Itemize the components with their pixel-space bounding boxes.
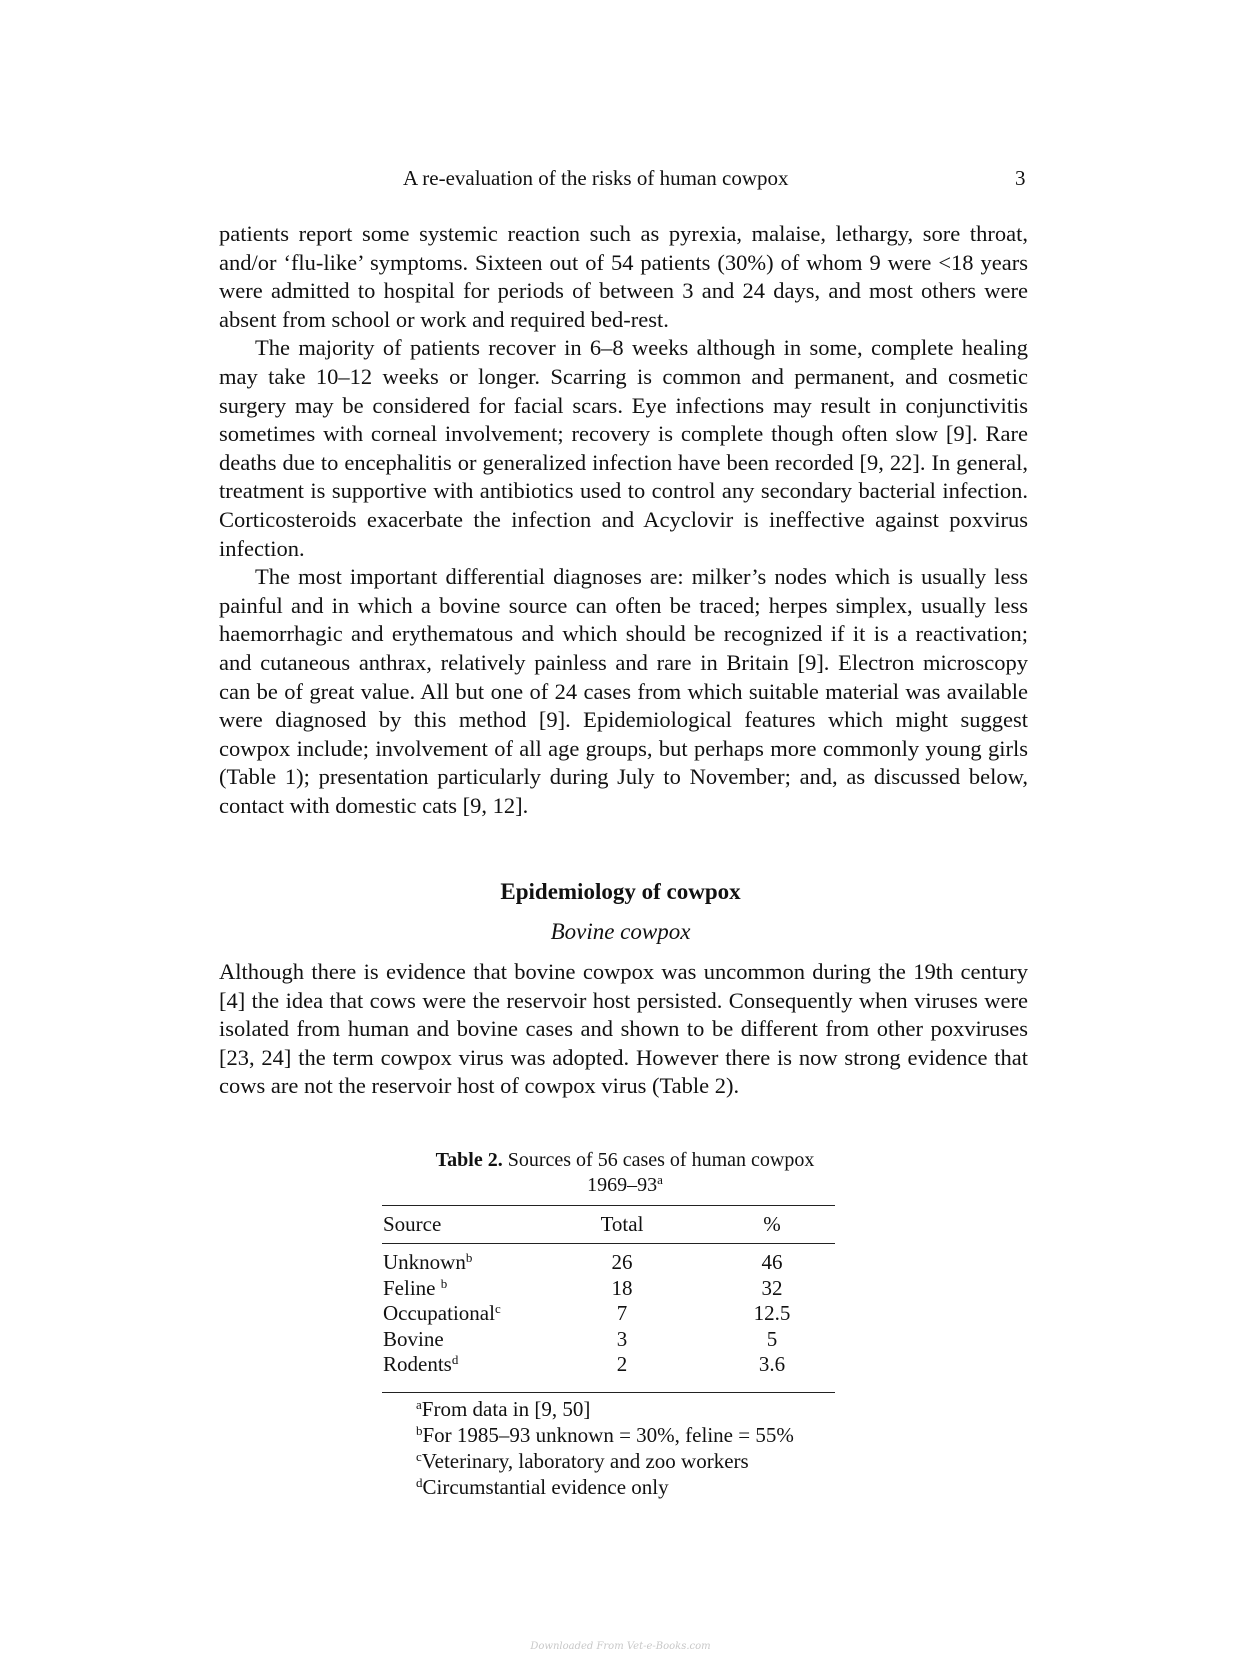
- table-top-rule: [382, 1205, 835, 1206]
- footnote-text: For 1985–93 unknown = 30%, feline = 55%: [422, 1423, 794, 1447]
- table-row: [382, 1327, 835, 1353]
- footnote-text: From data in [9, 50]: [421, 1397, 591, 1421]
- table-row: [382, 1276, 835, 1302]
- body-text-block-2: [219, 958, 1028, 1101]
- source-label: Unknown: [383, 1250, 466, 1274]
- cell-source: [383, 1250, 472, 1275]
- cell-source: [383, 1301, 501, 1326]
- table-bottom-rule: [382, 1392, 835, 1393]
- footnote-mark: d: [451, 1352, 459, 1367]
- table-caption-text: Sources of 56 cases of human cowpox: [507, 1149, 815, 1171]
- footnote: [416, 1396, 876, 1422]
- table-body: [382, 1250, 835, 1378]
- table-row: [382, 1250, 835, 1276]
- footnote-mark: b: [440, 1275, 448, 1291]
- paragraph-differential-diagnoses: The most important differential diagnoses are: milker’s nodes which is usually less painful and in which a bovine source can often be traced; herpes simplex, usually less haemorrhagic and erythematous and which should be recognized if it is a reactivation; and cutaneous anthrax, relatively painless and rare in Britain [9]. Electron microscopy can be of great value. All but one of 24 cases from which suitable material was available were diagnosed by this method [9]. Epidemiological features which might suggest cowpox include; involvement of all age groups, but perhaps more commonly young girls (Table 1); presentation particularly during July to November; and, as discussed below, contact with domestic cats [9, 12].: [219, 564, 1028, 818]
- paragraph-bovine-cowpox: Although there is evidence that bovine cowpox was uncommon during the 19th century [4] the idea that cows were the reservoir host persisted. Consequently when viruses were isolated from human and bovine cases and shown to be different from other poxviruses [23, 24] the term cowpox virus was adopted. However there is now strong evidence that cows are not the reservoir host of cowpox virus (Table 2).: [219, 959, 1028, 1099]
- cell-source: [383, 1352, 458, 1377]
- cell-total: 3: [616, 1326, 628, 1351]
- footnote-mark: b: [416, 1423, 423, 1438]
- running-head-title: A re-evaluation of the risks of human cowpox: [403, 166, 789, 190]
- header-percent: %: [763, 1212, 781, 1236]
- cell-total: 18: [611, 1275, 633, 1300]
- cell-total: 26: [611, 1250, 633, 1274]
- footnote: [416, 1474, 876, 1500]
- table-caption-footnote-mark: a: [657, 1172, 663, 1187]
- table-row: [382, 1352, 835, 1378]
- paragraph-systemic-reaction: patients report some systemic reaction such as pyrexia, malaise, lethargy, sore throat, and/or ‘flu-like’ symptoms. Sixteen out of 54 patients (30%) of whom 9 were <18 years were admitted to hospital for periods of between 3 and 24 days, and most others were absent from school or work and required bed-rest.: [219, 221, 1028, 332]
- footnote-mark: c: [416, 1449, 422, 1464]
- table-footnotes: [416, 1396, 876, 1500]
- footnote-text: Veterinary, laboratory and zoo workers: [421, 1449, 749, 1473]
- body-text-block-1: [219, 220, 1028, 820]
- cell-percent: 32: [761, 1275, 783, 1300]
- table-caption: [380, 1148, 870, 1198]
- header-source: Source: [383, 1212, 442, 1236]
- header-total: Total: [600, 1212, 644, 1236]
- source-label: Occupational: [383, 1301, 495, 1325]
- footnote: [416, 1448, 876, 1474]
- cell-total: 2: [616, 1352, 628, 1376]
- footnote-mark: c: [494, 1301, 501, 1316]
- table-row: [382, 1301, 835, 1327]
- cell-source: [383, 1276, 447, 1301]
- source-label: Rodents: [383, 1352, 452, 1376]
- cell-total: 7: [616, 1301, 628, 1325]
- sources-table: [382, 1210, 835, 1376]
- running-head: [0, 166, 1241, 194]
- paragraph-recovery: The majority of patients recover in 6–8 weeks although in some, complete healing may take 10–12 weeks or longer. Scarring is common and permanent, and cosmetic surgery may be considered for facial scars. Eye infections may result in conjunctivitis sometimes with corneal involvement; recovery is complete though often slow [9]. Rare deaths due to encephalitis or generalized infection have been recorded [9, 22]. In general, treatment is supportive with antibiotics used to control any secondary bacterial infection. Corticosteroids exacerbate the infection and Acyclovir is ineffective against poxvirus infection.: [219, 335, 1028, 561]
- footnote: [416, 1422, 876, 1448]
- cell-percent: 3.6: [758, 1352, 786, 1376]
- footnote-mark: a: [416, 1397, 422, 1412]
- table-label: Table 2.: [435, 1149, 503, 1171]
- cell-source: [383, 1327, 444, 1352]
- cell-percent: 12.5: [753, 1301, 791, 1325]
- footnote-text: Circumstantial evidence only: [422, 1475, 669, 1499]
- source-label: Feline: [383, 1275, 441, 1300]
- watermark: Downloaded From Vet-e-Books.com: [530, 1641, 711, 1652]
- footnote-mark: b: [465, 1250, 473, 1265]
- section-heading: Epidemiology of cowpox: [500, 879, 741, 904]
- table-caption-years: 1969–93: [587, 1174, 658, 1196]
- table-header-row: [382, 1210, 835, 1244]
- cell-percent: 46: [761, 1250, 783, 1274]
- cell-percent: 5: [766, 1326, 778, 1351]
- source-label: Bovine: [383, 1326, 444, 1351]
- footnote-mark: d: [416, 1475, 423, 1490]
- subsection-heading: Bovine cowpox: [550, 919, 691, 944]
- page-number: 3: [1015, 166, 1026, 190]
